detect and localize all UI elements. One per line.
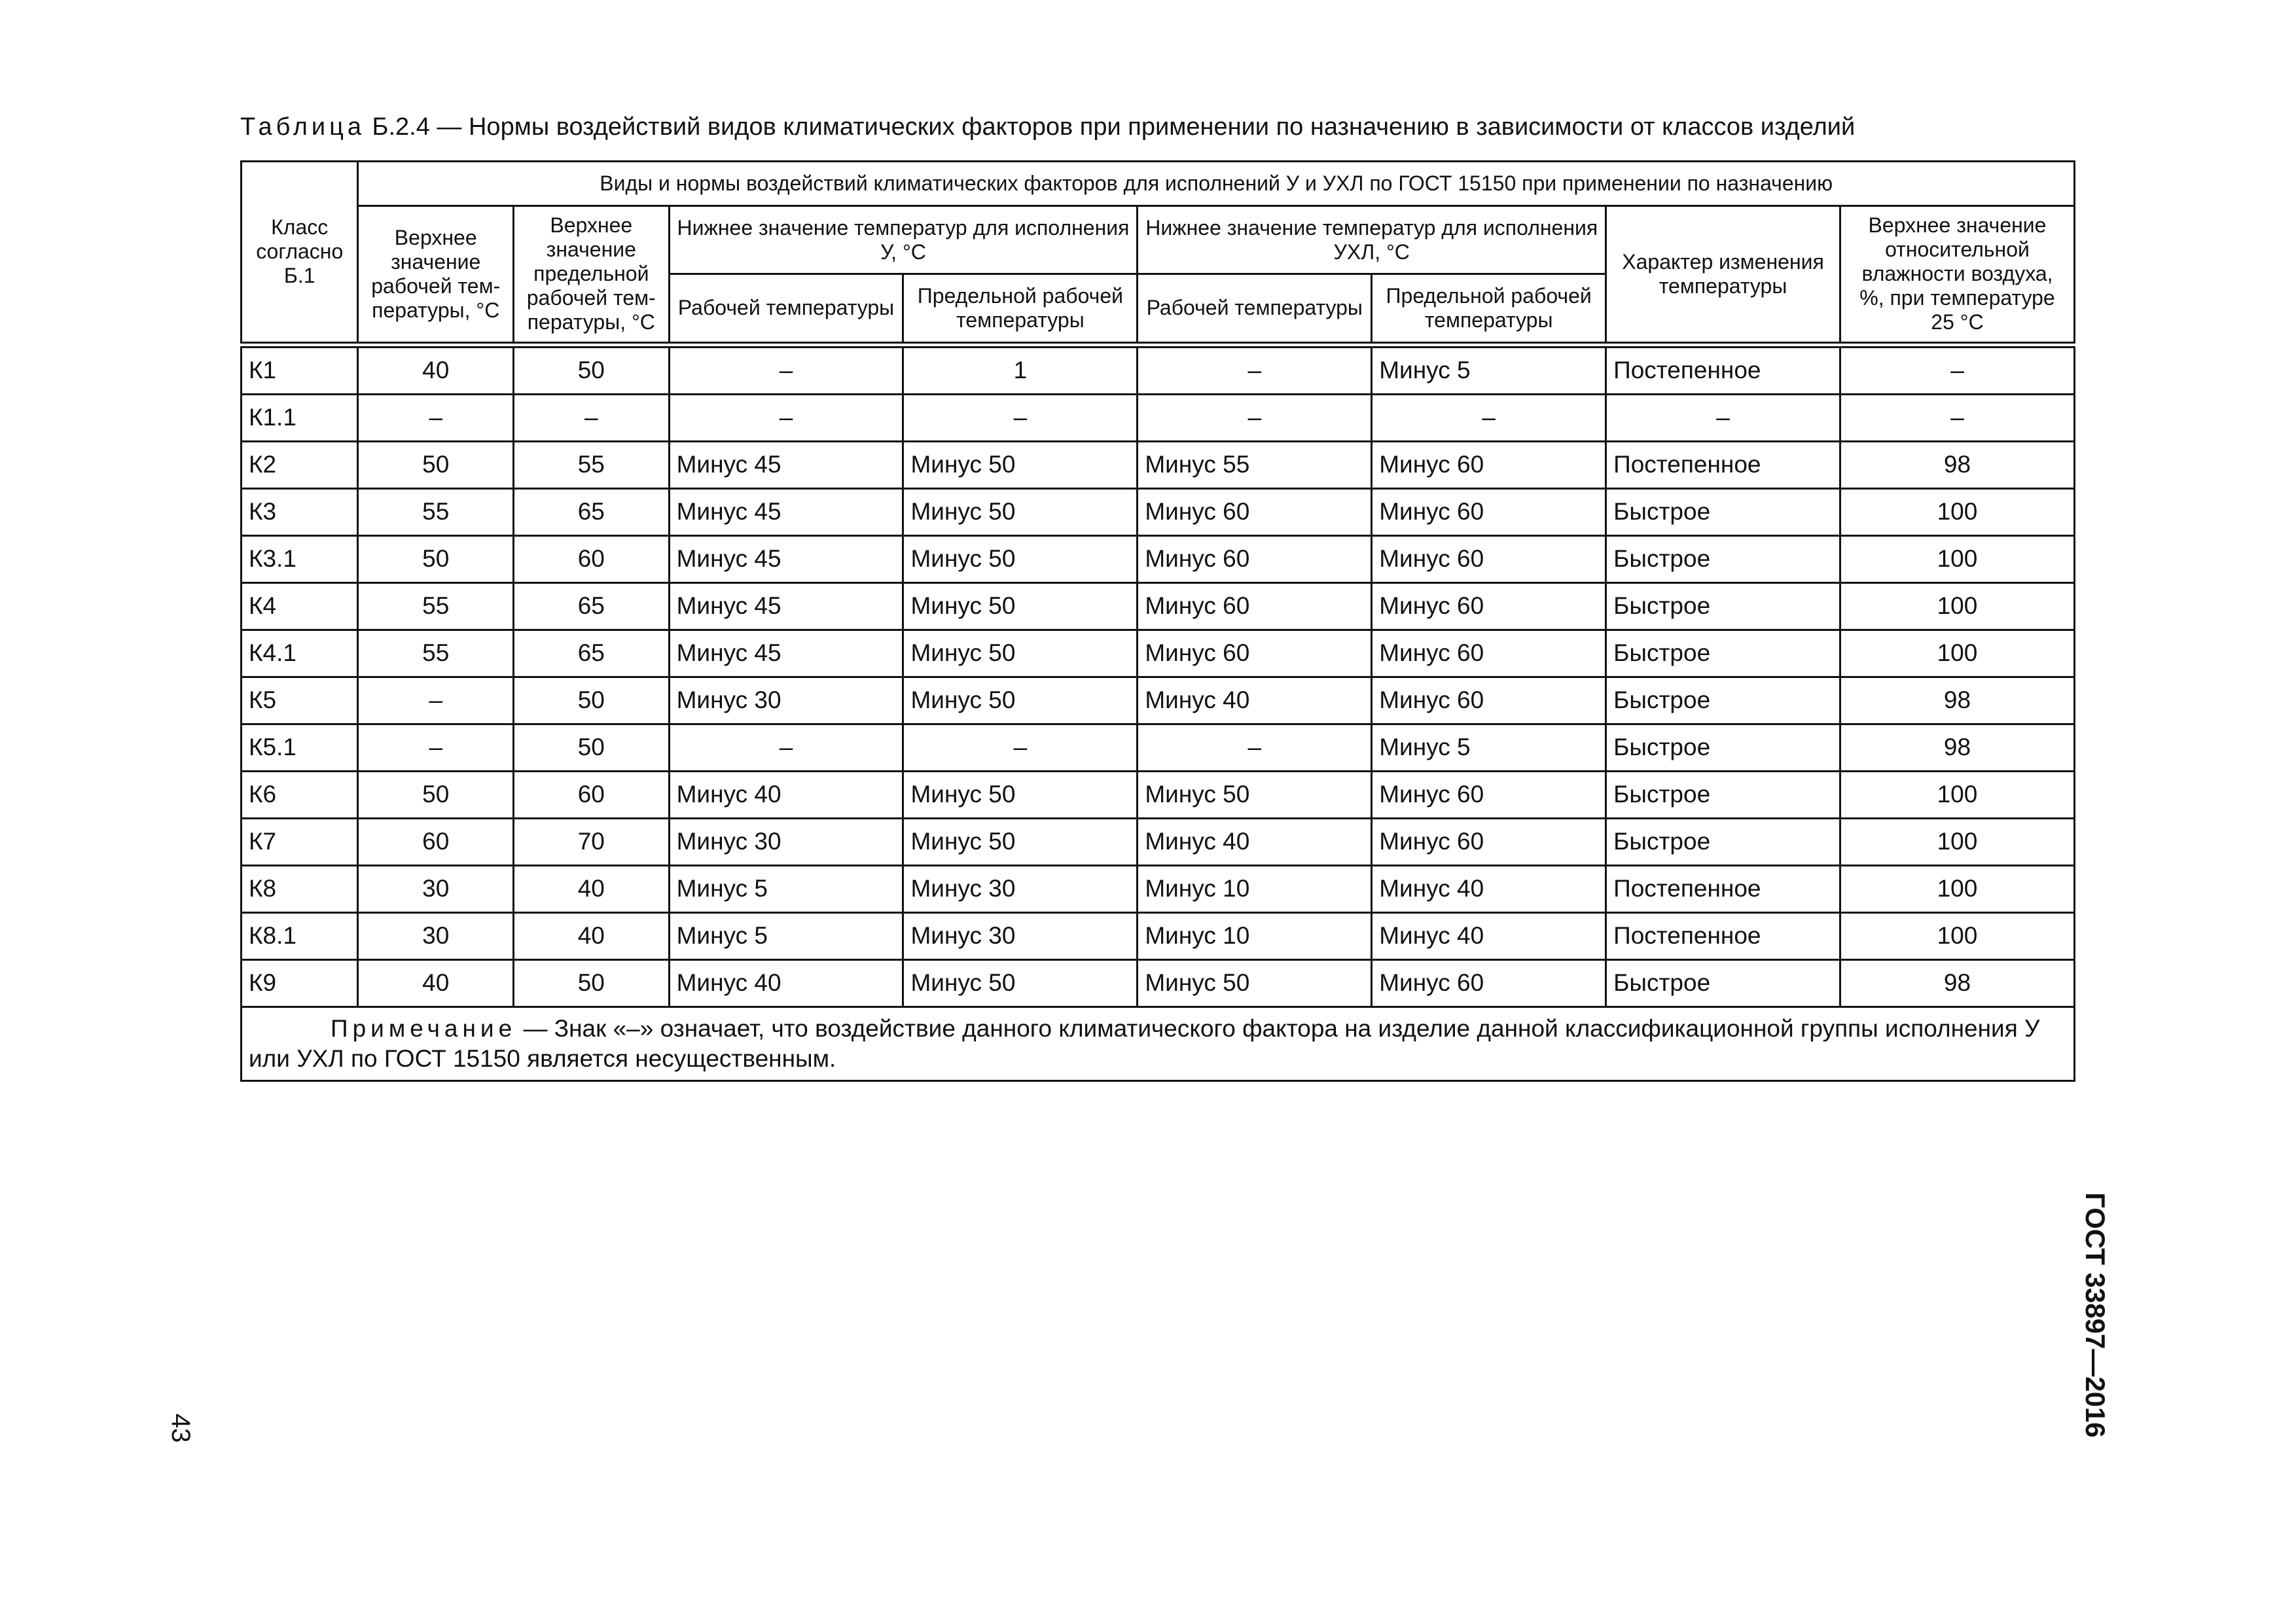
header-upper-work: Верхнее значение рабочей температуры, °С: [358, 206, 514, 345]
cell-humidity: 100: [1840, 488, 2074, 535]
table-row: [242, 912, 2075, 959]
table-row: [242, 535, 2075, 582]
cell-upper-limit: 65: [514, 488, 670, 535]
cell-upper-work: –: [358, 724, 514, 771]
cell-upper-limit: 60: [514, 535, 670, 582]
cell-upper-limit: 55: [514, 441, 670, 488]
cell-class: К8: [242, 865, 358, 912]
cell-uhl-limit: Минус 40: [1372, 865, 1606, 912]
cell-u-limit: Минус 50: [903, 959, 1138, 1007]
cell-upper-work: 50: [358, 771, 514, 818]
cell-upper-work: 40: [358, 345, 514, 395]
cell-uhl-limit: Минус 60: [1372, 818, 1606, 865]
header-u-work: Рабочей температуры: [669, 274, 903, 345]
caption-text: Б.2.4 — Нормы воздействий видов климатических факторов при применении по назначению в зависимости от классов изделий: [365, 113, 1856, 141]
cell-u-work: Минус 5: [669, 912, 903, 959]
cell-uhl-work: –: [1138, 724, 1372, 771]
cell-u-work: Минус 5: [669, 865, 903, 912]
cell-class: К1.1: [242, 394, 358, 441]
cell-humidity: 100: [1840, 630, 2074, 677]
table-body: [242, 345, 2075, 1081]
cell-upper-work: –: [358, 677, 514, 724]
table-row: [242, 345, 2075, 395]
cell-class: К4: [242, 582, 358, 630]
cell-uhl-work: Минус 60: [1138, 630, 1372, 677]
cell-uhl-work: –: [1138, 345, 1372, 395]
cell-uhl-work: Минус 40: [1138, 818, 1372, 865]
cell-uhl-work: Минус 55: [1138, 441, 1372, 488]
page-number: 43: [166, 1414, 195, 1443]
cell-upper-limit: 60: [514, 771, 670, 818]
header-upper-limit: Верхнее значение предельной рабочей температуры, °С: [514, 206, 670, 345]
cell-u-limit: Минус 50: [903, 441, 1138, 488]
cell-uhl-work: Минус 10: [1138, 912, 1372, 959]
cell-uhl-limit: Минус 60: [1372, 582, 1606, 630]
cell-u-work: Минус 40: [669, 959, 903, 1007]
cell-uhl-limit: Минус 60: [1372, 771, 1606, 818]
table-row: [242, 865, 2075, 912]
cell-u-work: Минус 45: [669, 441, 903, 488]
header-lower-u: Нижнее значение температур для исполнения У, °С: [669, 206, 1138, 274]
cell-class: К1: [242, 345, 358, 395]
cell-character: –: [1606, 394, 1840, 441]
cell-humidity: 100: [1840, 865, 2074, 912]
note-text: — Знак «–» означает, что воздействие данного климатического фактора на изделие данной классификационной группы исполнения У или УХЛ по ГОСТ 15150 является несущественным.: [249, 1014, 2040, 1072]
cell-uhl-limit: –: [1372, 394, 1606, 441]
cell-character: Быстрое: [1606, 630, 1840, 677]
cell-character: Быстрое: [1606, 959, 1840, 1007]
cell-character: Постепенное: [1606, 345, 1840, 395]
cell-humidity: –: [1840, 394, 2074, 441]
cell-uhl-limit: Минус 60: [1372, 677, 1606, 724]
cell-u-work: Минус 30: [669, 677, 903, 724]
header-character: Характер изменения температуры: [1606, 206, 1840, 345]
header-humidity: Верхнее значение относительной влажности воздуха, %, при температуре 25 °С: [1840, 206, 2074, 345]
cell-character: Быстрое: [1606, 771, 1840, 818]
cell-upper-work: –: [358, 394, 514, 441]
cell-class: К3: [242, 488, 358, 535]
cell-humidity: 98: [1840, 677, 2074, 724]
cell-u-work: –: [669, 724, 903, 771]
document-code: ГОСТ 33897—2016: [2080, 1192, 2111, 1438]
cell-uhl-limit: Минус 5: [1372, 724, 1606, 771]
cell-character: Быстрое: [1606, 535, 1840, 582]
cell-upper-limit: 40: [514, 865, 670, 912]
cell-character: Быстрое: [1606, 582, 1840, 630]
table-row: [242, 771, 2075, 818]
cell-u-limit: 1: [903, 345, 1138, 395]
cell-u-limit: Минус 50: [903, 818, 1138, 865]
cell-upper-limit: 40: [514, 912, 670, 959]
cell-upper-work: 30: [358, 912, 514, 959]
cell-u-work: Минус 45: [669, 582, 903, 630]
table-row: [242, 959, 2075, 1007]
cell-upper-limit: –: [514, 394, 670, 441]
header-group: Виды и нормы воздействий климатических факторов для исполнений У и УХЛ по ГОСТ 15150 при применении по назначению: [358, 162, 2075, 206]
cell-upper-limit: 50: [514, 959, 670, 1007]
cell-character: Быстрое: [1606, 724, 1840, 771]
table-row: [242, 441, 2075, 488]
cell-humidity: 100: [1840, 771, 2074, 818]
cell-uhl-limit: Минус 5: [1372, 345, 1606, 395]
table-row: [242, 724, 2075, 771]
cell-u-limit: Минус 50: [903, 535, 1138, 582]
cell-upper-limit: 65: [514, 582, 670, 630]
cell-class: К7: [242, 818, 358, 865]
cell-u-work: Минус 45: [669, 488, 903, 535]
cell-character: Быстрое: [1606, 488, 1840, 535]
cell-uhl-work: Минус 50: [1138, 771, 1372, 818]
table-row: [242, 630, 2075, 677]
cell-upper-limit: 50: [514, 724, 670, 771]
table-row: [242, 582, 2075, 630]
cell-class: К5.1: [242, 724, 358, 771]
cell-uhl-work: Минус 40: [1138, 677, 1372, 724]
table-row: [242, 488, 2075, 535]
cell-upper-work: 60: [358, 818, 514, 865]
cell-uhl-limit: Минус 60: [1372, 488, 1606, 535]
cell-uhl-work: –: [1138, 394, 1372, 441]
cell-upper-work: 30: [358, 865, 514, 912]
cell-uhl-work: Минус 10: [1138, 865, 1372, 912]
cell-uhl-work: Минус 60: [1138, 488, 1372, 535]
cell-u-limit: Минус 50: [903, 488, 1138, 535]
table-caption: [240, 109, 2073, 145]
cell-upper-limit: 70: [514, 818, 670, 865]
cell-u-work: Минус 45: [669, 535, 903, 582]
cell-character: Постепенное: [1606, 441, 1840, 488]
cell-uhl-limit: Минус 60: [1372, 630, 1606, 677]
cell-upper-work: 50: [358, 535, 514, 582]
note-label: Примечание: [331, 1014, 517, 1042]
cell-u-work: –: [669, 345, 903, 395]
header-class: Класс согласно Б.1: [242, 162, 358, 345]
cell-upper-work: 40: [358, 959, 514, 1007]
cell-humidity: 98: [1840, 959, 2074, 1007]
cell-humidity: 98: [1840, 441, 2074, 488]
cell-u-limit: Минус 50: [903, 771, 1138, 818]
table-row: [242, 818, 2075, 865]
cell-humidity: –: [1840, 345, 2074, 395]
cell-u-work: Минус 45: [669, 630, 903, 677]
caption-label: Таблица: [240, 113, 365, 141]
climate-norms-table: [240, 160, 2075, 1082]
table-row: [242, 677, 2075, 724]
cell-humidity: 100: [1840, 818, 2074, 865]
cell-class: К5: [242, 677, 358, 724]
note-row: [242, 1007, 2075, 1080]
cell-u-work: Минус 40: [669, 771, 903, 818]
cell-u-limit: Минус 50: [903, 582, 1138, 630]
cell-u-work: Минус 30: [669, 818, 903, 865]
cell-upper-limit: 50: [514, 677, 670, 724]
cell-humidity: 100: [1840, 582, 2074, 630]
header-uhl-work: Рабочей температуры: [1138, 274, 1372, 345]
cell-character: Быстрое: [1606, 677, 1840, 724]
cell-u-limit: Минус 50: [903, 630, 1138, 677]
cell-upper-limit: 50: [514, 345, 670, 395]
cell-character: Постепенное: [1606, 865, 1840, 912]
cell-class: К2: [242, 441, 358, 488]
cell-uhl-work: Минус 60: [1138, 582, 1372, 630]
cell-upper-work: 55: [358, 582, 514, 630]
cell-humidity: 100: [1840, 912, 2074, 959]
cell-upper-work: 55: [358, 630, 514, 677]
cell-uhl-work: Минус 50: [1138, 959, 1372, 1007]
cell-u-limit: Минус 50: [903, 677, 1138, 724]
cell-u-limit: –: [903, 724, 1138, 771]
header-u-limit: Предельной рабочей температуры: [903, 274, 1138, 345]
cell-class: К8.1: [242, 912, 358, 959]
cell-upper-work: 55: [358, 488, 514, 535]
cell-uhl-limit: Минус 60: [1372, 441, 1606, 488]
cell-class: К4.1: [242, 630, 358, 677]
cell-character: Быстрое: [1606, 818, 1840, 865]
cell-u-limit: Минус 30: [903, 912, 1138, 959]
cell-uhl-limit: Минус 60: [1372, 535, 1606, 582]
cell-u-work: –: [669, 394, 903, 441]
cell-u-limit: Минус 30: [903, 865, 1138, 912]
cell-uhl-limit: Минус 40: [1372, 912, 1606, 959]
cell-humidity: 100: [1840, 535, 2074, 582]
cell-upper-work: 50: [358, 441, 514, 488]
header-lower-uhl: Нижнее значение температур для исполнения УХЛ, °С: [1138, 206, 1606, 274]
cell-class: К6: [242, 771, 358, 818]
cell-upper-limit: 65: [514, 630, 670, 677]
cell-uhl-work: Минус 60: [1138, 535, 1372, 582]
cell-class: К3.1: [242, 535, 358, 582]
cell-class: К9: [242, 959, 358, 1007]
header-uhl-limit: Предельной рабочей температуры: [1372, 274, 1606, 345]
cell-uhl-limit: Минус 60: [1372, 959, 1606, 1007]
table-note: [242, 1007, 2075, 1080]
cell-humidity: 98: [1840, 724, 2074, 771]
cell-u-limit: –: [903, 394, 1138, 441]
cell-character: Постепенное: [1606, 912, 1840, 959]
table-row: [242, 394, 2075, 441]
